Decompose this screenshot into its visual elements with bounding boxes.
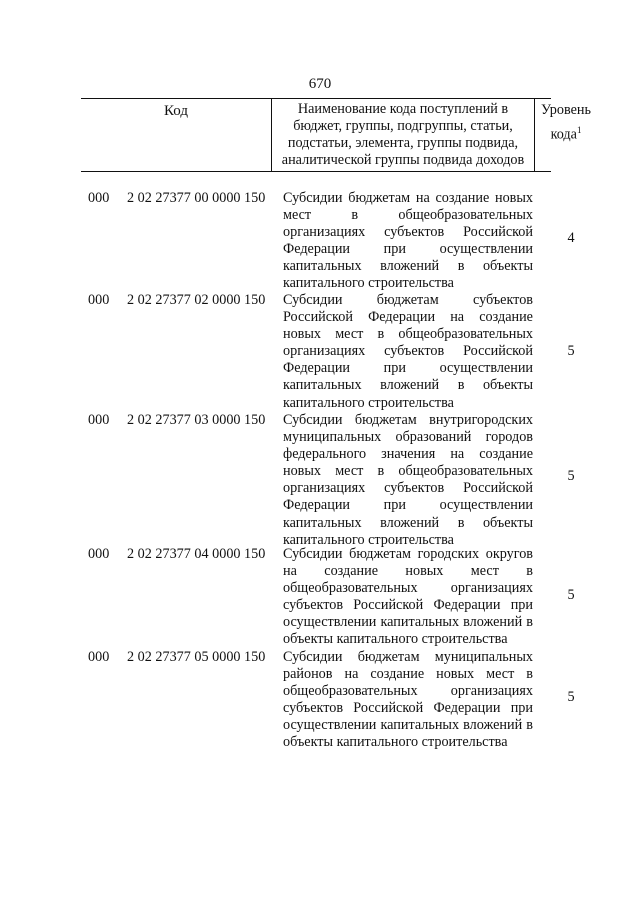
admin-code: 000 (88, 292, 110, 308)
income-code: 2 02 27377 00 0000 150 (127, 190, 266, 206)
code-level: 4 (567, 230, 575, 246)
income-name: Субсидии бюджетам субъектов Российской Федерации на создание новых мест в общеобразовательных организациях субъектов Российской Федерации при осуществлении капитальных вложений в объекты капитального строительства (283, 292, 533, 411)
income-name: Субсидии бюджетам городских округов на создание новых мест в общеобразовательных организациях субъектов Российской Федерации при осуществлении капитальных вложений в объекты капитального строительства (283, 546, 533, 648)
admin-code: 000 (88, 190, 110, 206)
income-name: Субсидии бюджетам внутригородских муниципальных образований городов федерального значения на создание новых мест в общеобразовательных организациях субъектов Российской Федерации при осуществлении капитальных вложений в объекты капитального строительства (283, 412, 533, 548)
income-code: 2 02 27377 03 0000 150 (127, 412, 266, 428)
footnote-marker: 1 (576, 125, 582, 135)
header-level (536, 99, 596, 145)
header-name: Наименование кода поступлений в бюджет, группы, подгруппы, статьи, подстатьи, элемента, группы подвида, аналитической группы подвида доходов (271, 99, 535, 171)
code-level: 5 (567, 587, 575, 603)
income-code: 2 02 27377 05 0000 150 (127, 649, 266, 665)
code-level: 5 (567, 343, 575, 359)
header-code: Код (164, 103, 188, 119)
code-level: 5 (567, 468, 575, 484)
income-code: 2 02 27377 02 0000 150 (127, 292, 266, 308)
table-header (81, 98, 591, 172)
income-name: Субсидии бюджетам на создание новых мест в общеобразовательных организациях субъектов Российской Федерации при осуществлении капитальных вложений в объекты капитального строительства (283, 190, 533, 292)
code-level: 5 (567, 689, 575, 705)
admin-code: 000 (88, 412, 110, 428)
income-code: 2 02 27377 04 0000 150 (127, 546, 266, 562)
income-name: Субсидии бюджетам муниципальных районов на создание новых мест в общеобразовательных организациях субъектов Российской Федерации при осуществлении капитальных вложений в объекты капитального строительства (283, 649, 533, 751)
header-level-text: Уровень кода (541, 102, 591, 143)
admin-code: 000 (88, 649, 110, 665)
admin-code: 000 (88, 546, 110, 562)
page-number: 670 (308, 76, 332, 92)
